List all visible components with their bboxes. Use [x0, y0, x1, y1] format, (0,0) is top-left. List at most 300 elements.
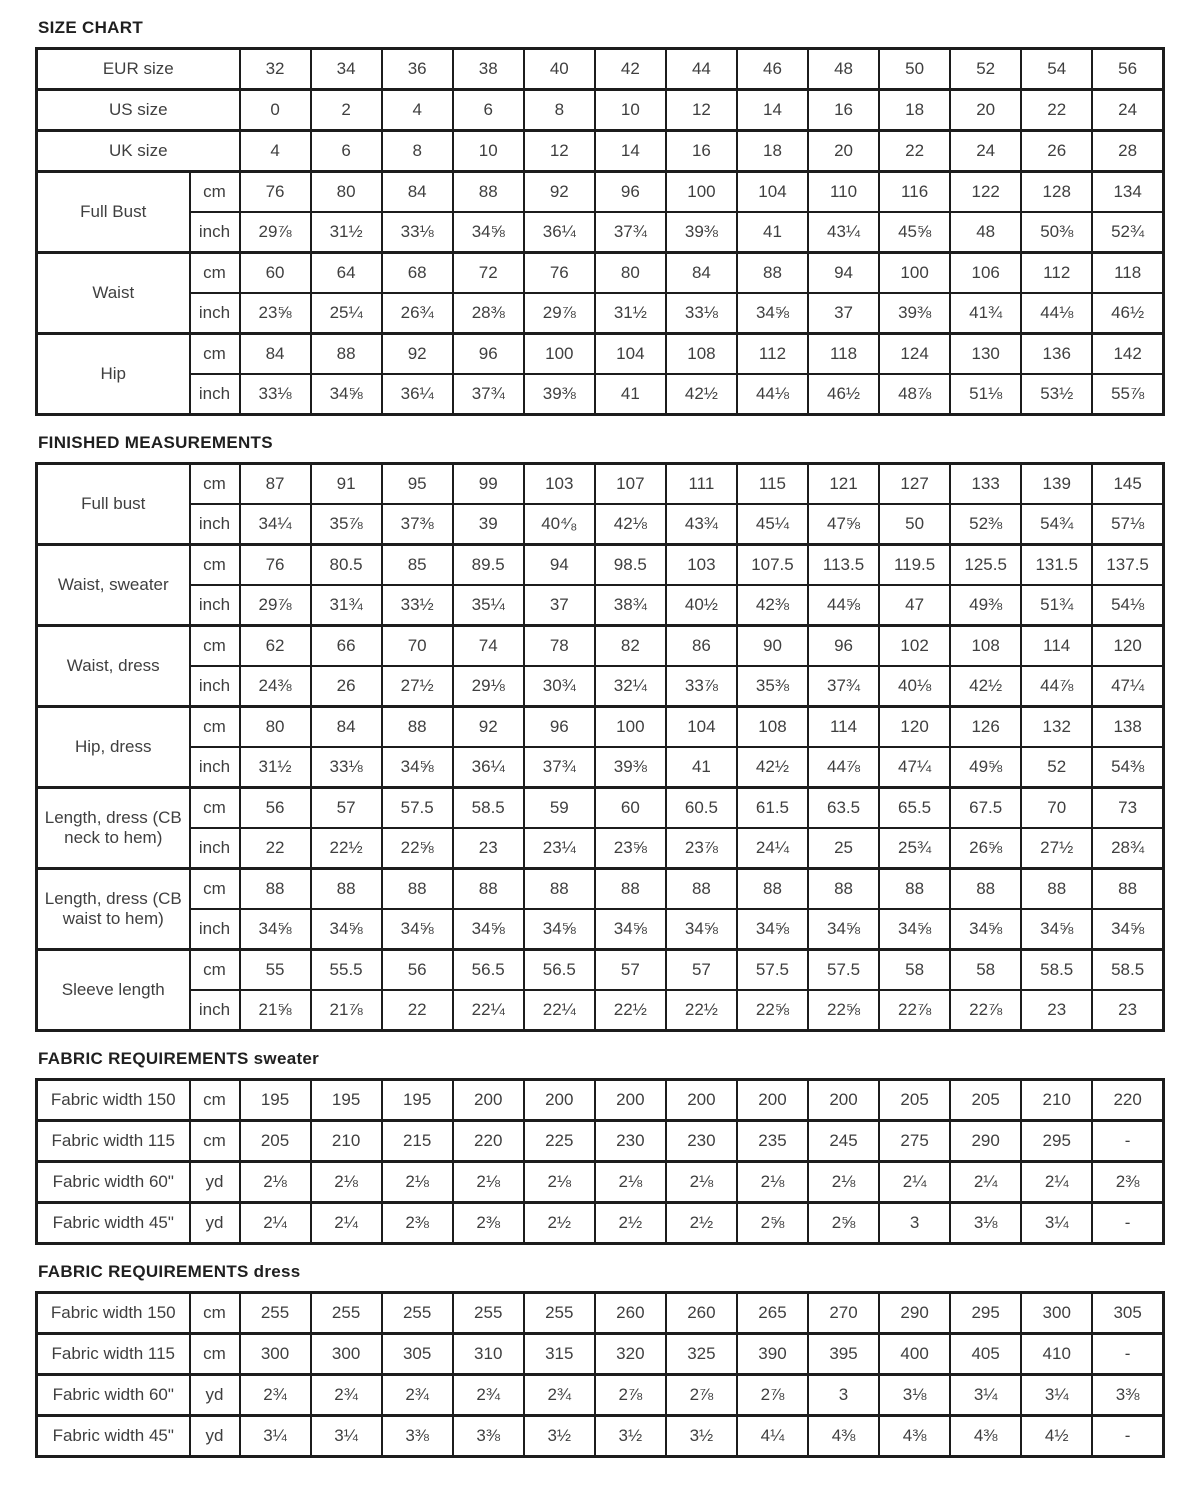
value-cell: 107.5: [737, 545, 808, 586]
value-cell: 34: [311, 49, 382, 90]
fabric-requirements-sweater-table: [35, 1078, 1165, 1245]
value-cell: 73: [1092, 788, 1163, 829]
unit-cell: cm: [190, 1080, 240, 1121]
value-cell: 59: [524, 788, 595, 829]
value-cell: 128: [1021, 172, 1092, 213]
value-cell: 320: [595, 1334, 666, 1375]
value-cell: 104: [666, 707, 737, 748]
value-cell: 54¾: [1021, 504, 1092, 545]
value-cell: 22: [879, 131, 950, 172]
value-cell: 122: [950, 172, 1021, 213]
value-cell: 52: [1021, 747, 1092, 788]
unit-cell: yd: [190, 1162, 240, 1203]
value-cell: 22⅝: [808, 990, 879, 1031]
value-cell: 205: [950, 1080, 1021, 1121]
value-cell: 44⅞: [808, 747, 879, 788]
value-cell: 56.5: [453, 950, 524, 991]
value-cell: 2⅛: [240, 1162, 311, 1203]
value-cell: 88: [453, 869, 524, 910]
value-cell: 31½: [240, 747, 311, 788]
row-label: Fabric width 150: [37, 1293, 190, 1334]
value-cell: 34⅝: [1021, 909, 1092, 950]
value-cell: 118: [808, 334, 879, 375]
value-cell: 104: [737, 172, 808, 213]
unit-cell: cm: [190, 869, 240, 910]
value-cell: 4¼: [737, 1416, 808, 1457]
value-cell: 46½: [1092, 293, 1163, 334]
value-cell: 47: [879, 585, 950, 626]
value-cell: 22½: [311, 828, 382, 869]
value-cell: 92: [453, 707, 524, 748]
value-cell: 2⅛: [595, 1162, 666, 1203]
value-cell: 88: [311, 334, 382, 375]
value-cell: 220: [1092, 1080, 1163, 1121]
value-cell: 112: [1021, 253, 1092, 294]
unit-cell: inch: [190, 212, 240, 253]
value-cell: 56: [382, 950, 453, 991]
value-cell: 2⅛: [808, 1162, 879, 1203]
value-cell: 56.5: [524, 950, 595, 991]
value-cell: 265: [737, 1293, 808, 1334]
value-cell: 3: [879, 1203, 950, 1244]
value-cell: 55: [240, 950, 311, 991]
value-cell: 29⅞: [240, 585, 311, 626]
value-cell: 18: [879, 90, 950, 131]
value-cell: 33⅛: [382, 212, 453, 253]
value-cell: 2¾: [524, 1375, 595, 1416]
unit-cell: cm: [190, 1334, 240, 1375]
value-cell: 2¼: [879, 1162, 950, 1203]
value-cell: 137.5: [1092, 545, 1163, 586]
value-cell: 255: [453, 1293, 524, 1334]
value-cell: 200: [666, 1080, 737, 1121]
value-cell: 390: [737, 1334, 808, 1375]
value-cell: 121: [808, 464, 879, 505]
value-cell: 42⅜: [737, 585, 808, 626]
value-cell: 35⅞: [311, 504, 382, 545]
row-label: Fabric width 115: [37, 1121, 190, 1162]
value-cell: 88: [808, 869, 879, 910]
fabric-requirements-sweater-heading: FABRIC REQUIREMENTS sweater: [38, 1049, 320, 1068]
value-cell: 8: [382, 131, 453, 172]
measure-row-inch: [37, 374, 1164, 415]
value-cell: 34⅝: [382, 747, 453, 788]
value-cell: 195: [240, 1080, 311, 1121]
measure-row-cm: [37, 464, 1164, 505]
row-label: Full Bust: [37, 172, 190, 253]
value-cell: 38: [453, 49, 524, 90]
fabric-row: [37, 1203, 1164, 1244]
fabric-row: [37, 1416, 1164, 1457]
value-cell: 47¼: [879, 747, 950, 788]
value-cell: 39⅜: [524, 374, 595, 415]
value-cell: 49⅜: [950, 585, 1021, 626]
value-cell: 96: [453, 334, 524, 375]
unit-cell: inch: [190, 828, 240, 869]
value-cell: 32¼: [595, 666, 666, 707]
value-cell: 72: [453, 253, 524, 294]
value-cell: 88: [737, 869, 808, 910]
value-cell: 40½: [666, 585, 737, 626]
finished-measurements-table: [35, 462, 1165, 1032]
value-cell: 255: [524, 1293, 595, 1334]
value-cell: 255: [311, 1293, 382, 1334]
value-cell: 54: [1021, 49, 1092, 90]
finished-measurements-body: [37, 464, 1164, 1031]
value-cell: 2¼: [950, 1162, 1021, 1203]
value-cell: 39: [453, 504, 524, 545]
value-cell: 31¾: [311, 585, 382, 626]
value-cell: 200: [808, 1080, 879, 1121]
value-cell: 26⅝: [950, 828, 1021, 869]
value-cell: 405: [950, 1334, 1021, 1375]
value-cell: 4⅜: [950, 1416, 1021, 1457]
measure-row-inch: [37, 909, 1164, 950]
value-cell: 33⅞: [666, 666, 737, 707]
value-cell: 3½: [524, 1416, 595, 1457]
value-cell: 51⅛: [950, 374, 1021, 415]
fabric-requirements-dress-heading: FABRIC REQUIREMENTS dress: [38, 1262, 301, 1281]
value-cell: 76: [524, 253, 595, 294]
value-cell: 300: [1021, 1293, 1092, 1334]
value-cell: 28⅜: [453, 293, 524, 334]
row-label: UK size: [37, 131, 240, 172]
value-cell: 300: [240, 1334, 311, 1375]
value-cell: 37: [524, 585, 595, 626]
value-cell: 29⅛: [453, 666, 524, 707]
value-cell: 41: [595, 374, 666, 415]
value-cell: 88: [240, 869, 311, 910]
value-cell: 2¼: [240, 1203, 311, 1244]
value-cell: 87: [240, 464, 311, 505]
value-cell: 2⅝: [737, 1203, 808, 1244]
value-cell: 42½: [666, 374, 737, 415]
value-cell: 2⅞: [666, 1375, 737, 1416]
value-cell: 80.5: [311, 545, 382, 586]
value-cell: 48: [950, 212, 1021, 253]
value-cell: 88: [311, 869, 382, 910]
value-cell: 64: [311, 253, 382, 294]
value-cell: 3⅛: [950, 1203, 1021, 1244]
value-cell: 34⅝: [595, 909, 666, 950]
measure-row-cm: [37, 545, 1164, 586]
value-cell: 91: [311, 464, 382, 505]
value-cell: 34⅝: [950, 909, 1021, 950]
value-cell: 31½: [311, 212, 382, 253]
value-cell: 24¼: [737, 828, 808, 869]
value-cell: 34⅝: [524, 909, 595, 950]
value-cell: 4: [382, 90, 453, 131]
value-cell: 53½: [1021, 374, 1092, 415]
value-cell: 134: [1092, 172, 1163, 213]
value-cell: 100: [595, 707, 666, 748]
value-cell: 325: [666, 1334, 737, 1375]
measure-row-cm: [37, 172, 1164, 213]
unit-cell: inch: [190, 666, 240, 707]
size-chart-table: [35, 47, 1165, 416]
row-label: Fabric width 45": [37, 1203, 190, 1244]
value-cell: 3⅛: [879, 1375, 950, 1416]
unit-cell: yd: [190, 1375, 240, 1416]
value-cell: 54⅛: [1092, 585, 1163, 626]
row-label: Fabric width 150: [37, 1080, 190, 1121]
value-cell: 275: [879, 1121, 950, 1162]
value-cell: 33½: [382, 585, 453, 626]
value-cell: 10: [595, 90, 666, 131]
value-cell: 40: [524, 49, 595, 90]
value-cell: 2⅛: [311, 1162, 382, 1203]
measure-row-cm: [37, 788, 1164, 829]
value-cell: 290: [879, 1293, 950, 1334]
value-cell: 136: [1021, 334, 1092, 375]
value-cell: 50: [879, 49, 950, 90]
size-row: [37, 90, 1164, 131]
measure-row-cm: [37, 334, 1164, 375]
value-cell: 33⅛: [240, 374, 311, 415]
value-cell: 36¼: [382, 374, 453, 415]
value-cell: 3½: [595, 1416, 666, 1457]
measure-row-cm: [37, 253, 1164, 294]
value-cell: 58.5: [453, 788, 524, 829]
value-cell: 34⅝: [240, 909, 311, 950]
value-cell: 100: [879, 253, 950, 294]
value-cell: 108: [950, 626, 1021, 667]
value-cell: 54⅜: [1092, 747, 1163, 788]
value-cell: 40⁴⁄₈: [524, 504, 595, 545]
value-cell: 112: [737, 334, 808, 375]
value-cell: 80: [311, 172, 382, 213]
value-cell: 200: [595, 1080, 666, 1121]
value-cell: 20: [808, 131, 879, 172]
value-cell: 126: [950, 707, 1021, 748]
unit-cell: inch: [190, 293, 240, 334]
value-cell: 80: [240, 707, 311, 748]
value-cell: 44⅝: [808, 585, 879, 626]
value-cell: 2: [311, 90, 382, 131]
value-cell: 88: [595, 869, 666, 910]
value-cell: 88: [737, 253, 808, 294]
value-cell: 100: [524, 334, 595, 375]
value-cell: 3½: [666, 1416, 737, 1457]
value-cell: 62: [240, 626, 311, 667]
value-cell: 2⅛: [453, 1162, 524, 1203]
value-cell: 124: [879, 334, 950, 375]
unit-cell: cm: [190, 172, 240, 213]
value-cell: 35⅜: [737, 666, 808, 707]
value-cell: 142: [1092, 334, 1163, 375]
row-label: Fabric width 60": [37, 1375, 190, 1416]
value-cell: 20: [950, 90, 1021, 131]
value-cell: 42½: [950, 666, 1021, 707]
row-label: Length, dress (CB neck to hem): [37, 788, 190, 869]
size-row: [37, 131, 1164, 172]
value-cell: 88: [1092, 869, 1163, 910]
value-cell: 36¼: [453, 747, 524, 788]
value-cell: 45¼: [737, 504, 808, 545]
value-cell: 52⅜: [950, 504, 1021, 545]
value-cell: 6: [453, 90, 524, 131]
value-cell: 57: [595, 950, 666, 991]
value-cell: 92: [524, 172, 595, 213]
value-cell: 116: [879, 172, 950, 213]
value-cell: 80: [595, 253, 666, 294]
value-cell: 114: [808, 707, 879, 748]
value-cell: 132: [1021, 707, 1092, 748]
value-cell: 2½: [666, 1203, 737, 1244]
measure-row-cm: [37, 626, 1164, 667]
value-cell: 50⅜: [1021, 212, 1092, 253]
value-cell: 2¾: [311, 1375, 382, 1416]
value-cell: 89.5: [453, 545, 524, 586]
size-row: [37, 49, 1164, 90]
value-cell: 220: [453, 1121, 524, 1162]
unit-cell: cm: [190, 707, 240, 748]
value-cell: 34⅝: [879, 909, 950, 950]
value-cell: 37¾: [524, 747, 595, 788]
value-cell: 45⅝: [879, 212, 950, 253]
value-cell: 52¾: [1092, 212, 1163, 253]
value-cell: 119.5: [879, 545, 950, 586]
value-cell: 76: [240, 545, 311, 586]
value-cell: 37¾: [453, 374, 524, 415]
value-cell: 295: [1021, 1121, 1092, 1162]
measure-row-inch: [37, 990, 1164, 1031]
value-cell: 110: [808, 172, 879, 213]
row-label: Hip, dress: [37, 707, 190, 788]
value-cell: 260: [595, 1293, 666, 1334]
value-cell: 27½: [1021, 828, 1092, 869]
value-cell: 107: [595, 464, 666, 505]
value-cell: 44⅛: [1021, 293, 1092, 334]
value-cell: 82: [595, 626, 666, 667]
value-cell: 2⅛: [666, 1162, 737, 1203]
value-cell: 2⅜: [1092, 1162, 1163, 1203]
value-cell: 44⅞: [1021, 666, 1092, 707]
value-cell: 67.5: [950, 788, 1021, 829]
value-cell: 30¾: [524, 666, 595, 707]
value-cell: 70: [382, 626, 453, 667]
unit-cell: inch: [190, 374, 240, 415]
value-cell: 295: [950, 1293, 1021, 1334]
value-cell: 84: [382, 172, 453, 213]
value-cell: 34⅝: [1092, 909, 1163, 950]
value-cell: 108: [737, 707, 808, 748]
value-cell: 76: [240, 172, 311, 213]
value-cell: 41: [737, 212, 808, 253]
value-cell: 18: [737, 131, 808, 172]
value-cell: 225: [524, 1121, 595, 1162]
value-cell: 23⅞: [666, 828, 737, 869]
unit-cell: cm: [190, 464, 240, 505]
row-label: Full bust: [37, 464, 190, 545]
measure-row-inch: [37, 585, 1164, 626]
value-cell: 4½: [1021, 1416, 1092, 1457]
value-cell: 34⅝: [382, 909, 453, 950]
value-cell: 84: [240, 334, 311, 375]
value-cell: 22: [382, 990, 453, 1031]
value-cell: 130: [950, 334, 1021, 375]
measure-row-inch: [37, 504, 1164, 545]
value-cell: 2¾: [240, 1375, 311, 1416]
value-cell: 2¾: [382, 1375, 453, 1416]
unit-cell: yd: [190, 1416, 240, 1457]
value-cell: 200: [453, 1080, 524, 1121]
value-cell: 23¼: [524, 828, 595, 869]
value-cell: 14: [595, 131, 666, 172]
value-cell: 38¾: [595, 585, 666, 626]
value-cell: 12: [666, 90, 737, 131]
value-cell: 2⅞: [595, 1375, 666, 1416]
value-cell: 305: [382, 1334, 453, 1375]
value-cell: 310: [453, 1334, 524, 1375]
value-cell: 195: [382, 1080, 453, 1121]
value-cell: 3¼: [950, 1375, 1021, 1416]
value-cell: 42½: [737, 747, 808, 788]
value-cell: 96: [524, 707, 595, 748]
value-cell: 84: [666, 253, 737, 294]
fabric-requirements-sweater-body: [37, 1080, 1164, 1244]
unit-cell: cm: [190, 253, 240, 294]
unit-cell: cm: [190, 1293, 240, 1334]
value-cell: 120: [879, 707, 950, 748]
value-cell: 43¼: [808, 212, 879, 253]
value-cell: 24: [950, 131, 1021, 172]
value-cell: 118: [1092, 253, 1163, 294]
value-cell: 115: [737, 464, 808, 505]
value-cell: 60.5: [666, 788, 737, 829]
value-cell: 37¾: [808, 666, 879, 707]
row-label: Waist, sweater: [37, 545, 190, 626]
value-cell: 113.5: [808, 545, 879, 586]
value-cell: 58: [879, 950, 950, 991]
value-cell: 85: [382, 545, 453, 586]
size-chart-body: [37, 49, 1164, 415]
row-label: Fabric width 45": [37, 1416, 190, 1457]
value-cell: 139: [1021, 464, 1092, 505]
measure-row-cm: [37, 707, 1164, 748]
value-cell: 14: [737, 90, 808, 131]
value-cell: 114: [1021, 626, 1092, 667]
value-cell: 3¼: [311, 1416, 382, 1457]
value-cell: 125.5: [950, 545, 1021, 586]
value-cell: 74: [453, 626, 524, 667]
value-cell: 22½: [595, 990, 666, 1031]
value-cell: -: [1092, 1334, 1163, 1375]
value-cell: 120: [1092, 626, 1163, 667]
value-cell: 22: [240, 828, 311, 869]
value-cell: 400: [879, 1334, 950, 1375]
value-cell: 2⅜: [382, 1203, 453, 1244]
value-cell: 31½: [595, 293, 666, 334]
measure-row-inch: [37, 212, 1164, 253]
value-cell: 48: [808, 49, 879, 90]
value-cell: 86: [666, 626, 737, 667]
value-cell: 35¼: [453, 585, 524, 626]
value-cell: 195: [311, 1080, 382, 1121]
value-cell: 22¼: [524, 990, 595, 1031]
value-cell: 57.5: [808, 950, 879, 991]
value-cell: 99: [453, 464, 524, 505]
value-cell: 88: [950, 869, 1021, 910]
row-label: Length, dress (CB waist to hem): [37, 869, 190, 950]
value-cell: 23⅝: [240, 293, 311, 334]
value-cell: 3¼: [240, 1416, 311, 1457]
value-cell: 90: [737, 626, 808, 667]
value-cell: 26: [311, 666, 382, 707]
value-cell: 8: [524, 90, 595, 131]
unit-cell: inch: [190, 747, 240, 788]
value-cell: 410: [1021, 1334, 1092, 1375]
